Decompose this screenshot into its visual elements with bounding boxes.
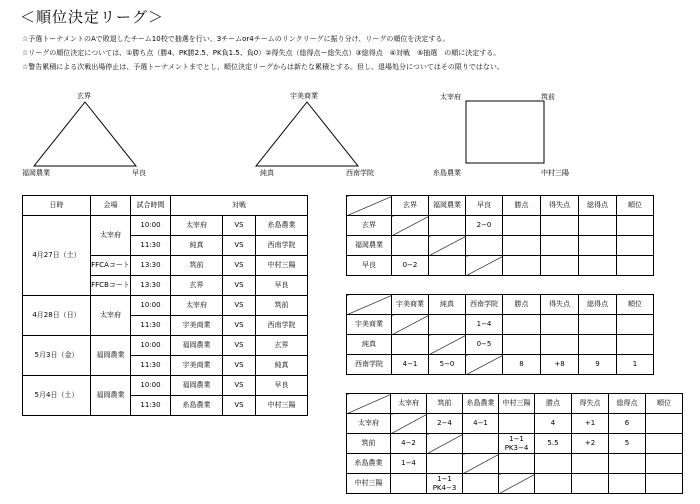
table-row bbox=[23, 216, 308, 236]
score-cell bbox=[392, 335, 429, 355]
col-header: 総得点 bbox=[579, 295, 617, 315]
score-cell: 1−4 bbox=[391, 454, 427, 474]
page-title: ＜順位決定リーグ＞ bbox=[20, 8, 165, 26]
rank-cell bbox=[617, 256, 654, 276]
standings-header-row bbox=[347, 295, 654, 315]
standings-header-row bbox=[347, 196, 654, 216]
self-cell bbox=[429, 335, 466, 355]
row-team: 糸島農業 bbox=[347, 454, 391, 474]
self-cell bbox=[466, 355, 503, 375]
standings-header-row bbox=[347, 394, 683, 414]
col-header: 純真 bbox=[429, 295, 466, 315]
away-team: 純真 bbox=[256, 356, 308, 376]
table-row bbox=[347, 236, 654, 256]
table-row bbox=[347, 216, 654, 236]
row-team: 玄界 bbox=[347, 216, 392, 236]
group-a-top-team: 玄界 bbox=[77, 92, 91, 100]
goal-diff-cell: +2 bbox=[572, 434, 609, 454]
row-team: 太宰府 bbox=[347, 414, 391, 434]
goals-cell bbox=[579, 236, 617, 256]
col-header: 得失点 bbox=[541, 196, 579, 216]
goal-diff-cell: +1 bbox=[572, 414, 609, 434]
row-team: 宇美商業 bbox=[347, 315, 392, 335]
col-header: 福岡農業 bbox=[429, 196, 466, 216]
vs-label: VS bbox=[223, 296, 256, 316]
corner-cell bbox=[347, 196, 392, 216]
col-header: 得失点 bbox=[541, 295, 579, 315]
header-venue: 会場 bbox=[91, 196, 131, 216]
col-header: 順位 bbox=[646, 394, 683, 414]
vs-label: VS bbox=[223, 396, 256, 416]
home-team: 純真 bbox=[171, 236, 223, 256]
col-header: 早良 bbox=[466, 196, 503, 216]
time-cell: 11:30 bbox=[131, 316, 171, 336]
rank-cell bbox=[617, 315, 654, 335]
col-header: 勝点 bbox=[503, 196, 541, 216]
goals-cell bbox=[579, 335, 617, 355]
self-cell bbox=[427, 434, 463, 454]
col-header: 玄界 bbox=[392, 196, 429, 216]
group-b-right-team: 西南学院 bbox=[346, 169, 374, 177]
table-row bbox=[347, 474, 683, 494]
col-header: 勝点 bbox=[503, 295, 541, 315]
rank-cell bbox=[617, 335, 654, 355]
self-cell bbox=[463, 454, 499, 474]
score-cell bbox=[391, 474, 427, 494]
corner-cell bbox=[347, 295, 392, 315]
score-cell bbox=[429, 216, 466, 236]
rank-cell bbox=[617, 236, 654, 256]
col-header: 西南学院 bbox=[466, 295, 503, 315]
col-header: 中村三陽 bbox=[499, 394, 535, 414]
col-header: 太宰府 bbox=[391, 394, 427, 414]
rank-cell bbox=[617, 216, 654, 236]
rank-cell bbox=[646, 414, 683, 434]
away-team: 早良 bbox=[256, 276, 308, 296]
group-c-topleft-team: 太宰府 bbox=[440, 93, 461, 101]
away-team: 西南学院 bbox=[256, 236, 308, 256]
home-team: 太宰府 bbox=[171, 296, 223, 316]
score-cell bbox=[499, 414, 535, 434]
self-cell bbox=[429, 236, 466, 256]
score-cell bbox=[463, 434, 499, 454]
self-cell bbox=[391, 414, 427, 434]
self-cell bbox=[392, 216, 429, 236]
score-cell: 4−1 bbox=[463, 414, 499, 434]
score-cell: 0−5 bbox=[466, 335, 503, 355]
table-row bbox=[23, 296, 308, 316]
date-cell: 5月4日（土） bbox=[23, 376, 91, 416]
table-row bbox=[347, 454, 683, 474]
venue-cell: FFCBコート bbox=[91, 276, 131, 296]
score-cell: 2−4 bbox=[427, 414, 463, 434]
away-team: 筑前 bbox=[256, 296, 308, 316]
vs-label: VS bbox=[223, 316, 256, 336]
header-date: 日時 bbox=[23, 196, 91, 216]
rank-cell bbox=[646, 434, 683, 454]
table-row bbox=[23, 376, 308, 396]
home-team: 宇美商業 bbox=[171, 356, 223, 376]
score-cell bbox=[392, 236, 429, 256]
score-cell: 2−0 bbox=[466, 216, 503, 236]
table-row bbox=[347, 434, 683, 454]
group-a-left-team: 福岡農業 bbox=[22, 169, 50, 177]
note-1: ☆予選トーナメントのAで敗退したチーム10校で抽選を行い、3チームor4チームのリンクリーグに振り分け、リーグの順位を決定する。 bbox=[22, 35, 450, 43]
self-cell bbox=[466, 256, 503, 276]
vs-label: VS bbox=[223, 256, 256, 276]
vs-label: VS bbox=[223, 376, 256, 396]
table-row bbox=[347, 256, 654, 276]
rank-cell bbox=[646, 474, 683, 494]
row-team: 中村三陽 bbox=[347, 474, 391, 494]
score-cell: 0−2 bbox=[392, 256, 429, 276]
col-header: 得失点 bbox=[572, 394, 609, 414]
points-cell bbox=[503, 315, 541, 335]
col-header: 順位 bbox=[617, 295, 654, 315]
score-cell: 4−2 bbox=[391, 434, 427, 454]
group-b-left-team: 純真 bbox=[260, 169, 274, 177]
corner-cell bbox=[347, 394, 391, 414]
goals-cell bbox=[579, 256, 617, 276]
schedule-header-row bbox=[23, 196, 308, 216]
col-header: 勝点 bbox=[535, 394, 572, 414]
note-3: ☆警告累積による次戦出場停止は、予選トーナメントまでとし、順位決定リーグからは新たな累積とする。但し、退場処分についてはその限りではない。 bbox=[22, 63, 504, 71]
score-cell: 4−1 bbox=[392, 355, 429, 375]
score-cell bbox=[429, 256, 466, 276]
time-cell: 11:30 bbox=[131, 356, 171, 376]
note-2: ☆リーグの順位決定については、①勝ち点（勝4、PK勝2.5、PK負1.5、負0）②得失点（総得点ー総失点）③総得点 ④対戦 ⑤抽選 の順に決定する。 bbox=[22, 49, 501, 57]
rank-cell: 1 bbox=[617, 355, 654, 375]
goal-diff-cell: +8 bbox=[541, 355, 579, 375]
points-cell bbox=[503, 216, 541, 236]
table-row bbox=[347, 315, 654, 335]
goal-diff-cell bbox=[541, 335, 579, 355]
venue-cell: 太宰府 bbox=[91, 296, 131, 336]
time-cell: 10:00 bbox=[131, 336, 171, 356]
col-header: 糸島農業 bbox=[463, 394, 499, 414]
time-cell: 10:00 bbox=[131, 296, 171, 316]
group-a-triangle bbox=[30, 100, 140, 170]
header-time: 試合時間 bbox=[131, 196, 171, 216]
venue-cell: 太宰府 bbox=[91, 216, 131, 256]
goal-diff-cell bbox=[541, 236, 579, 256]
goal-diff-cell bbox=[572, 474, 609, 494]
table-row bbox=[347, 414, 683, 434]
group-b-top-team: 宇美商業 bbox=[290, 92, 318, 100]
points-cell bbox=[535, 474, 572, 494]
date-cell: 4月27日（土） bbox=[23, 216, 91, 296]
away-team: 中村三陽 bbox=[256, 256, 308, 276]
points-cell bbox=[535, 454, 572, 474]
col-header: 総得点 bbox=[609, 394, 646, 414]
score-cell bbox=[427, 454, 463, 474]
standings-table-group-b bbox=[346, 294, 654, 375]
home-team: 福岡農業 bbox=[171, 376, 223, 396]
rank-cell bbox=[646, 454, 683, 474]
goals-cell bbox=[579, 216, 617, 236]
group-b-triangle bbox=[252, 100, 362, 170]
venue-cell: 福岡農業 bbox=[91, 336, 131, 376]
goals-cell: 5 bbox=[609, 434, 646, 454]
points-cell: 8 bbox=[503, 355, 541, 375]
score-cell bbox=[466, 236, 503, 256]
score-cell: 1−1 PK4−3 bbox=[427, 474, 463, 494]
venue-cell: 福岡農業 bbox=[91, 376, 131, 416]
home-team: 筑前 bbox=[171, 256, 223, 276]
group-c-bottomleft-team: 糸島農業 bbox=[433, 169, 461, 177]
goals-cell bbox=[609, 454, 646, 474]
col-header: 筑前 bbox=[427, 394, 463, 414]
time-cell: 10:00 bbox=[131, 376, 171, 396]
time-cell: 13:30 bbox=[131, 256, 171, 276]
home-team: 福岡農業 bbox=[171, 336, 223, 356]
away-team: 玄界 bbox=[256, 336, 308, 356]
vs-label: VS bbox=[223, 336, 256, 356]
goal-diff-cell bbox=[541, 216, 579, 236]
score-cell: 1−4 bbox=[466, 315, 503, 335]
away-team: 中村三陽 bbox=[256, 396, 308, 416]
header-match: 対戦 bbox=[171, 196, 308, 216]
row-team: 西南学院 bbox=[347, 355, 392, 375]
away-team: 早良 bbox=[256, 376, 308, 396]
group-c-bottomright-team: 中村三陽 bbox=[541, 169, 569, 177]
goals-cell: 6 bbox=[609, 414, 646, 434]
points-cell bbox=[503, 236, 541, 256]
score-cell bbox=[429, 315, 466, 335]
home-team: 宇美商業 bbox=[171, 316, 223, 336]
home-team: 太宰府 bbox=[171, 216, 223, 236]
row-team: 純真 bbox=[347, 335, 392, 355]
time-cell: 11:30 bbox=[131, 236, 171, 256]
goals-cell bbox=[609, 474, 646, 494]
goal-diff-cell bbox=[541, 315, 579, 335]
goal-diff-cell bbox=[541, 256, 579, 276]
score-cell bbox=[499, 454, 535, 474]
vs-label: VS bbox=[223, 276, 256, 296]
standings-table-group-a bbox=[346, 195, 654, 276]
points-cell bbox=[503, 335, 541, 355]
vs-label: VS bbox=[223, 236, 256, 256]
group-c-topright-team: 筑前 bbox=[541, 93, 555, 101]
away-team: 糸島農業 bbox=[256, 216, 308, 236]
col-header: 宇美商業 bbox=[392, 295, 429, 315]
vs-label: VS bbox=[223, 216, 256, 236]
date-cell: 4月28日（日） bbox=[23, 296, 91, 336]
rules-notes bbox=[22, 32, 504, 74]
time-cell: 13:30 bbox=[131, 276, 171, 296]
home-team: 糸島農業 bbox=[171, 396, 223, 416]
self-cell bbox=[392, 315, 429, 335]
away-team: 西南学院 bbox=[256, 316, 308, 336]
group-c-square bbox=[465, 100, 545, 164]
row-team: 早良 bbox=[347, 256, 392, 276]
score-cell: 1−1 PK3−4 bbox=[499, 434, 535, 454]
goals-cell bbox=[579, 315, 617, 335]
col-header: 順位 bbox=[617, 196, 654, 216]
points-cell: 5.5 bbox=[535, 434, 572, 454]
group-a-right-team: 早良 bbox=[132, 169, 146, 177]
points-cell bbox=[503, 256, 541, 276]
vs-label: VS bbox=[223, 356, 256, 376]
venue-cell: FFCAコート bbox=[91, 256, 131, 276]
goals-cell: 9 bbox=[579, 355, 617, 375]
time-cell: 10:00 bbox=[131, 216, 171, 236]
table-row bbox=[347, 335, 654, 355]
table-row bbox=[347, 355, 654, 375]
date-cell: 5月3日（金） bbox=[23, 336, 91, 376]
points-cell: 4 bbox=[535, 414, 572, 434]
self-cell bbox=[499, 474, 535, 494]
row-team: 福岡農業 bbox=[347, 236, 392, 256]
goal-diff-cell bbox=[572, 454, 609, 474]
standings-table-group-c bbox=[346, 393, 683, 494]
score-cell bbox=[463, 474, 499, 494]
score-cell: 5−0 bbox=[429, 355, 466, 375]
schedule-table bbox=[22, 195, 308, 416]
row-team: 筑前 bbox=[347, 434, 391, 454]
time-cell: 11:30 bbox=[131, 396, 171, 416]
table-row bbox=[23, 336, 308, 356]
col-header: 総得点 bbox=[579, 196, 617, 216]
home-team: 玄界 bbox=[171, 276, 223, 296]
